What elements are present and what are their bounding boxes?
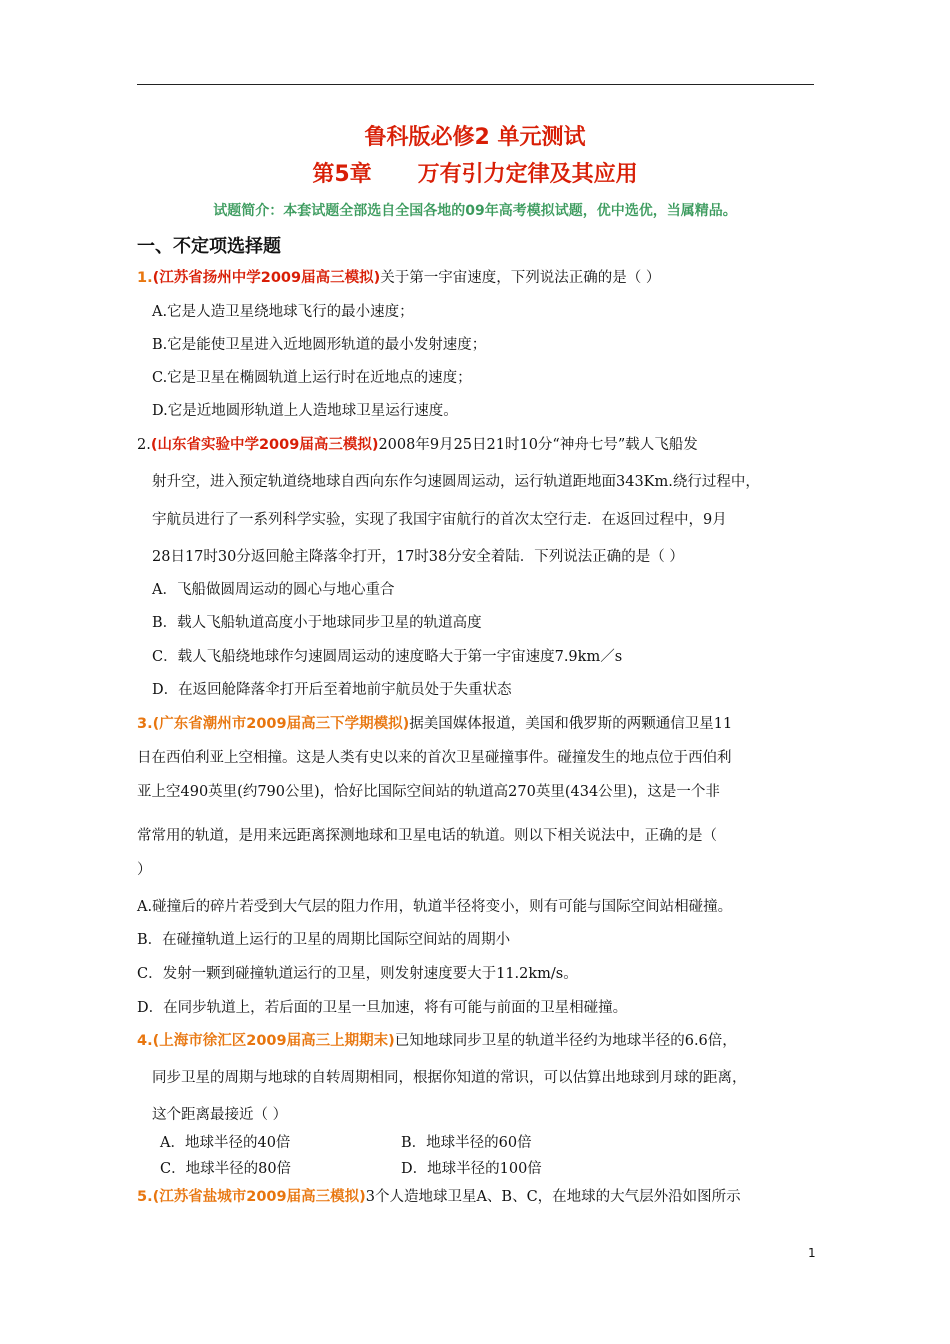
option-b: B．在碰撞轨道上运行的卫星的周期比国际空间站的周期小 — [137, 932, 511, 948]
option-d: D．在返回舱降落伞打开后至着地前宇航员处于失重状态 — [152, 682, 512, 698]
question-source: (山东省实验中学2009届高三模拟) — [150, 437, 379, 453]
question-source: (江苏省扬州中学2009届高三模拟) — [152, 270, 381, 286]
option-c: C．发射一颗到碰撞轨道运行的卫星，则发射速度要大于11.2km/s。 — [137, 966, 578, 982]
option-d: D．地球半径的100倍 — [401, 1161, 542, 1177]
option-a: A.它是人造卫星绕地球飞行的最小速度； — [152, 304, 414, 320]
question-number: 3. — [137, 716, 153, 732]
question-1 — [137, 266, 660, 287]
option-a: A.碰撞后的碎片若受到大气层的阻力作用，轨道半径将变小，则有可能与国际空间站相碰撞。 — [137, 899, 733, 915]
option-c: C.它是卫星在椭圆轨道上运行时在近地点的速度； — [152, 370, 472, 386]
document-title: 鲁科版必修2 单元测试 — [364, 125, 586, 150]
question-stem: 已知地球同步卫星的轨道半径约为地球半径的6.6倍， — [394, 1033, 737, 1049]
option-b: B.它是能使卫星进入近地圆形轨道的最小发射速度； — [152, 337, 487, 353]
intro-text: 试题简介：本套试题全部选自全国各地的09年高考模拟试题，优中选优，当属精品。 — [213, 203, 737, 219]
question-stem-line: 亚上空490英里(约790公里)，恰好比国际空间站的轨道高270英里(434公里)，这是一个非 — [137, 784, 720, 800]
question-stem: 据美国媒体报道，美国和俄罗斯的两颗通信卫星11 — [409, 716, 733, 732]
page-number: 1 — [808, 1246, 816, 1260]
question-stem-line: 射升空，进入预定轨道绕地球自西向东作匀速圆周运动，运行轨道距地面343Km.绕行过程中， — [152, 474, 760, 490]
option-a: A．地球半径的40倍 — [160, 1135, 291, 1151]
question-source: (广东省潮州市2009届高三下学期模拟) — [152, 716, 410, 732]
option-d: D．在同步轨道上，若后面的卫星一旦加速，将有可能与前面的卫星相碰撞。 — [137, 1000, 628, 1016]
question-3 — [137, 712, 732, 733]
question-source: (上海市徐汇区2009届高三上期期末) — [152, 1033, 395, 1049]
question-number: 1. — [137, 270, 153, 286]
question-number: 2. — [137, 437, 151, 453]
question-stem-line: 常常用的轨道，是用来远距离探测地球和卫星电话的轨道。则以下相关说法中，正确的是（ — [137, 828, 717, 844]
question-number: 4. — [137, 1033, 153, 1049]
question-5 — [137, 1185, 741, 1206]
option-b: B．载人飞船轨道高度小于地球同步卫星的轨道高度 — [152, 615, 482, 631]
question-4 — [137, 1029, 737, 1050]
chapter-title: 第5章 万有引力定律及其应用 — [312, 162, 638, 187]
question-2 — [137, 433, 698, 454]
option-b: B．地球半径的60倍 — [401, 1135, 532, 1151]
option-a: A．飞船做圆周运动的圆心与地心重合 — [152, 582, 395, 598]
question-stem-line: 日在西伯利亚上空相撞。这是人类有史以来的首次卫星碰撞事件。碰撞发生的地点位于西伯利 — [137, 750, 732, 766]
question-number: 5. — [137, 1189, 153, 1205]
question-stem: 2008年9月25日21时10分“神舟七号”载人飞船发 — [378, 437, 698, 453]
question-stem: 关于第一宇宙速度，下列说法正确的是（ ） — [380, 270, 661, 286]
option-d: D.它是近地圆形轨道上人造地球卫星运行速度。 — [152, 403, 458, 419]
question-stem-line: 宇航员进行了一系列科学实验，实现了我国宇宙航行的首次太空行走．在返回过程中，9月 — [152, 512, 727, 528]
question-stem-line: ） — [137, 862, 152, 878]
question-source: (江苏省盐城市2009届高三模拟) — [152, 1189, 366, 1205]
header-rule — [137, 84, 814, 85]
section-heading: 一、不定项选择题 — [137, 236, 281, 257]
question-stem-line: 这个距离最接近（ ） — [152, 1107, 288, 1123]
option-c: C．地球半径的80倍 — [160, 1161, 292, 1177]
question-stem-line: 28日17时30分返回舱主降落伞打开，17时38分安全着陆．下列说法正确的是（ ） — [152, 549, 684, 565]
question-stem: 3个人造地球卫星A、B、C，在地球的大气层外沿如图所示 — [365, 1189, 741, 1205]
option-c: C．载人飞船绕地球作匀速圆周运动的速度略大于第一宇宙速度7.9km／s — [152, 649, 623, 665]
question-stem-line: 同步卫星的周期与地球的自转周期相同，根据你知道的常识，可以估算出地球到月球的距离， — [152, 1070, 747, 1086]
